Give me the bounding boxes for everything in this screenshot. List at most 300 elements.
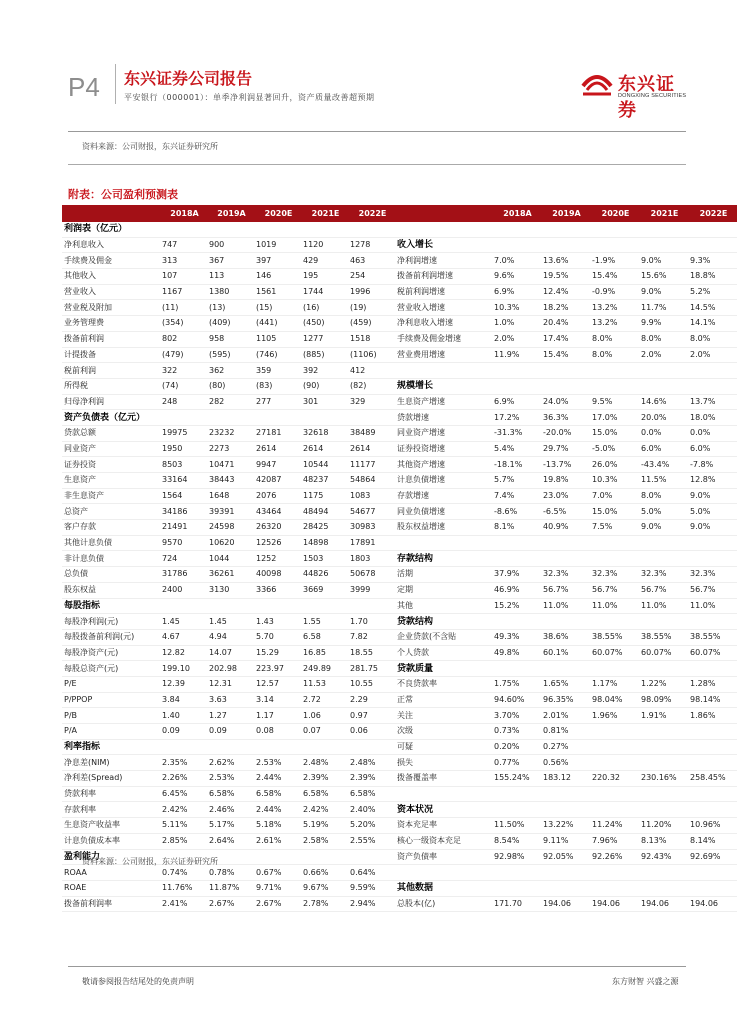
- forecast-table: [62, 205, 737, 912]
- table-cell: 1744: [301, 284, 348, 300]
- table-cell: 98.14%: [688, 692, 737, 708]
- table-cell: 2.64%: [207, 833, 254, 849]
- table-cell: -18.1%: [492, 457, 541, 473]
- table-cell: 19.5%: [541, 269, 590, 285]
- table-cell: [688, 661, 737, 677]
- table-cell: 1.65%: [541, 676, 590, 692]
- section-heading: 资产负债表（亿元）: [62, 410, 160, 426]
- table-cell: (80): [207, 378, 254, 394]
- table-cell: 1.17: [254, 708, 301, 724]
- table-cell: [348, 849, 395, 865]
- section-heading: 盈利能力: [62, 849, 160, 865]
- table-cell: 23232: [207, 425, 254, 441]
- table-cell: 2.39%: [348, 771, 395, 787]
- table-cell: 248: [160, 394, 207, 410]
- table-cell: 8.0%: [590, 347, 639, 363]
- table-cell: 36.3%: [541, 410, 590, 426]
- table-cell: 14.07: [207, 645, 254, 661]
- table-cell: 199.10: [160, 661, 207, 677]
- row-label: 拨备覆盖率: [395, 771, 492, 787]
- table-cell: 277: [254, 394, 301, 410]
- table-cell: 1083: [348, 488, 395, 504]
- table-cell: 362: [207, 363, 254, 379]
- table-cell: 6.58%: [301, 786, 348, 802]
- section-rule: [68, 164, 686, 165]
- table-cell: 281.75: [348, 661, 395, 677]
- table-cell: 5.0%: [688, 504, 737, 520]
- row-label: 非生息资产: [62, 488, 160, 504]
- table-cell: 50678: [348, 567, 395, 583]
- table-cell: 1120: [301, 237, 348, 253]
- row-label: 客户存款: [62, 520, 160, 536]
- table-cell: 4.94: [207, 629, 254, 645]
- table-cell: 249.89: [301, 661, 348, 677]
- table-cell: [639, 724, 688, 740]
- logo-text-en: DONGXING SECURITIES: [618, 93, 687, 99]
- table-cell: 32618: [301, 425, 348, 441]
- table-cell: 1380: [207, 284, 254, 300]
- table-cell: (83): [254, 378, 301, 394]
- row-label: 每股总资产(元): [62, 661, 160, 677]
- table-cell: 11.76%: [160, 880, 207, 896]
- table-cell: 2614: [254, 441, 301, 457]
- table-cell: 38.6%: [541, 629, 590, 645]
- table-cell: 8.0%: [639, 331, 688, 347]
- section-heading: 贷款质量: [395, 661, 492, 677]
- table-cell: -43.4%: [639, 457, 688, 473]
- page-number: P4: [68, 72, 100, 102]
- table-cell: 11177: [348, 457, 395, 473]
- row-label: 定期: [395, 582, 492, 598]
- table-cell: 3.63: [207, 692, 254, 708]
- row-label: 其他收入: [62, 269, 160, 285]
- column-header: 2021E: [301, 205, 348, 222]
- table-cell: 32.3%: [639, 567, 688, 583]
- table-row: [62, 645, 737, 661]
- table-cell: 18.55: [348, 645, 395, 661]
- table-cell: 958: [207, 331, 254, 347]
- row-label: 证券投资: [62, 457, 160, 473]
- table-cell: 14.1%: [688, 316, 737, 332]
- table-cell: 0.67%: [254, 865, 301, 881]
- table-cell: 18.0%: [688, 410, 737, 426]
- table-cell: [639, 755, 688, 771]
- row-label: 总股本(亿): [395, 896, 492, 912]
- section-heading: 存款结构: [395, 551, 492, 567]
- table-cell: 9.3%: [688, 253, 737, 269]
- logo-mark-icon: [580, 66, 614, 100]
- table-cell: (90): [301, 378, 348, 394]
- table-cell: 1.40: [160, 708, 207, 724]
- row-label: 归母净利润: [62, 394, 160, 410]
- row-label: 股东权益增速: [395, 520, 492, 536]
- table-cell: 2.42%: [160, 802, 207, 818]
- table-cell: 171.70: [492, 896, 541, 912]
- table-cell: 2.61%: [254, 833, 301, 849]
- table-cell: 7.82: [348, 629, 395, 645]
- table-cell: [254, 739, 301, 755]
- row-label: 拨备前利润增速: [395, 269, 492, 285]
- table-cell: 9.6%: [492, 269, 541, 285]
- table-cell: 98.09%: [639, 692, 688, 708]
- row-label: 次级: [395, 724, 492, 740]
- table-cell: 359: [254, 363, 301, 379]
- table-cell: 107: [160, 269, 207, 285]
- table-cell: 56.7%: [541, 582, 590, 598]
- table-cell: 7.0%: [590, 488, 639, 504]
- table-cell: 230.16%: [639, 771, 688, 787]
- table-cell: [492, 786, 541, 802]
- table-cell: 13.2%: [590, 316, 639, 332]
- table-cell: 1950: [160, 441, 207, 457]
- table-cell: (409): [207, 316, 254, 332]
- table-row: [62, 818, 737, 834]
- table-cell: (459): [348, 316, 395, 332]
- row-label: 净利息收入: [62, 237, 160, 253]
- table-cell: 48237: [301, 473, 348, 489]
- table-cell: (19): [348, 300, 395, 316]
- column-header: 2022E: [348, 205, 395, 222]
- table-cell: 24.0%: [541, 394, 590, 410]
- row-label: 个人贷款: [395, 645, 492, 661]
- table-cell: (479): [160, 347, 207, 363]
- table-cell: 36261: [207, 567, 254, 583]
- table-header-row: [62, 205, 737, 222]
- table-cell: 429: [301, 253, 348, 269]
- footer-slogan: 东方财智 兴盛之源: [612, 977, 679, 986]
- table-cell: -31.3%: [492, 425, 541, 441]
- table-cell: [301, 222, 348, 237]
- table-cell: 2.42%: [301, 802, 348, 818]
- table-cell: [590, 222, 639, 237]
- table-cell: [688, 363, 737, 379]
- row-label: 股东权益: [62, 582, 160, 598]
- table-cell: 6.9%: [492, 394, 541, 410]
- table-cell: 0.56%: [541, 755, 590, 771]
- table-cell: 15.2%: [492, 598, 541, 614]
- table-cell: [492, 661, 541, 677]
- table-cell: 2.48%: [348, 755, 395, 771]
- table-cell: [492, 535, 541, 551]
- table-cell: [590, 739, 639, 755]
- table-cell: [639, 535, 688, 551]
- header-divider: [115, 64, 116, 104]
- row-label: 计息负债成本率: [62, 833, 160, 849]
- table-cell: 0.74%: [160, 865, 207, 881]
- table-cell: 23.0%: [541, 488, 590, 504]
- table-cell: [348, 598, 395, 614]
- table-cell: 92.43%: [639, 849, 688, 865]
- table-cell: -8.6%: [492, 504, 541, 520]
- table-row: [62, 237, 737, 253]
- table-cell: [541, 614, 590, 630]
- section-heading: 资本状况: [395, 802, 492, 818]
- table-cell: [688, 222, 737, 237]
- table-row: [62, 473, 737, 489]
- table-cell: 5.17%: [207, 818, 254, 834]
- row-label: 其他资产增速: [395, 457, 492, 473]
- table-cell: [541, 363, 590, 379]
- table-cell: 14898: [301, 535, 348, 551]
- table-cell: 15.0%: [590, 504, 639, 520]
- table-cell: 13.2%: [590, 300, 639, 316]
- table-cell: 27181: [254, 425, 301, 441]
- table-row: [62, 284, 737, 300]
- table-row: [62, 269, 737, 285]
- table-cell: [541, 661, 590, 677]
- table-cell: 92.26%: [590, 849, 639, 865]
- table-cell: 12.57: [254, 676, 301, 692]
- row-label: 存款利率: [62, 802, 160, 818]
- table-cell: 8.1%: [492, 520, 541, 536]
- table-cell: [688, 739, 737, 755]
- table-cell: 194.06: [639, 896, 688, 912]
- table-cell: 0.66%: [301, 865, 348, 881]
- table-cell: 1252: [254, 551, 301, 567]
- table-cell: 15.4%: [541, 347, 590, 363]
- table-cell: 1278: [348, 237, 395, 253]
- table-cell: 223.97: [254, 661, 301, 677]
- row-label: 税前利润增速: [395, 284, 492, 300]
- table-cell: [492, 614, 541, 630]
- table-cell: [541, 880, 590, 896]
- table-cell: 10.3%: [590, 473, 639, 489]
- row-label: 所得税: [62, 378, 160, 394]
- header-rule: [68, 131, 686, 132]
- table-cell: 0.77%: [492, 755, 541, 771]
- table-cell: 2.53%: [207, 771, 254, 787]
- table-cell: [395, 222, 492, 237]
- company-logo: [580, 66, 690, 121]
- table-cell: 11.20%: [639, 818, 688, 834]
- table-cell: 9.0%: [639, 520, 688, 536]
- row-label: 总资产: [62, 504, 160, 520]
- table-cell: 11.7%: [639, 300, 688, 316]
- table-cell: 15.6%: [639, 269, 688, 285]
- report-subtitle: 平安银行（000001）：单季净利润显著回升，资产质量改善超预期: [124, 93, 375, 102]
- table-cell: 11.0%: [541, 598, 590, 614]
- row-label: 生息资产收益率: [62, 818, 160, 834]
- table-cell: 194.06: [541, 896, 590, 912]
- table-cell: 11.0%: [688, 598, 737, 614]
- table-cell: 1.43: [254, 614, 301, 630]
- column-header: [395, 205, 492, 222]
- table-cell: [254, 222, 301, 237]
- table-cell: (82): [348, 378, 395, 394]
- table-cell: [541, 802, 590, 818]
- table-cell: [688, 880, 737, 896]
- row-label: P/PPOP: [62, 692, 160, 708]
- table-cell: 282: [207, 394, 254, 410]
- table-cell: 0.06: [348, 724, 395, 740]
- table-cell: 2.48%: [301, 755, 348, 771]
- table-cell: [590, 880, 639, 896]
- table-cell: -1.9%: [590, 253, 639, 269]
- table-cell: [639, 802, 688, 818]
- table-cell: [348, 222, 395, 237]
- table-cell: [639, 739, 688, 755]
- table-cell: 8.54%: [492, 833, 541, 849]
- table-cell: 10.96%: [688, 818, 737, 834]
- table-cell: 15.29: [254, 645, 301, 661]
- table-cell: (746): [254, 347, 301, 363]
- table-cell: 329: [348, 394, 395, 410]
- table-row: [62, 739, 737, 755]
- table-cell: 2273: [207, 441, 254, 457]
- table-cell: [492, 363, 541, 379]
- section-heading: 利润表（亿元）: [62, 222, 160, 237]
- table-cell: 56.7%: [590, 582, 639, 598]
- table-cell: 11.50%: [492, 818, 541, 834]
- table-cell: 900: [207, 237, 254, 253]
- table-row: [62, 676, 737, 692]
- column-header: 2018A: [492, 205, 541, 222]
- table-cell: (16): [301, 300, 348, 316]
- table-cell: (1106): [348, 347, 395, 363]
- table-cell: 1.86%: [688, 708, 737, 724]
- table-cell: 19.8%: [541, 473, 590, 489]
- table-cell: 18.2%: [541, 300, 590, 316]
- table-cell: (11): [160, 300, 207, 316]
- column-header: [62, 205, 160, 222]
- table-cell: 7.96%: [590, 833, 639, 849]
- table-cell: [688, 802, 737, 818]
- table-cell: 1105: [254, 331, 301, 347]
- table-cell: 34186: [160, 504, 207, 520]
- table-cell: 113: [207, 269, 254, 285]
- table-cell: [639, 865, 688, 881]
- table-cell: [492, 551, 541, 567]
- table-cell: 2614: [301, 441, 348, 457]
- table-row: [62, 880, 737, 896]
- table-row: [62, 253, 737, 269]
- table-cell: 5.0%: [639, 504, 688, 520]
- table-cell: 8503: [160, 457, 207, 473]
- table-cell: [541, 551, 590, 567]
- table-cell: 13.7%: [688, 394, 737, 410]
- table-row: [62, 441, 737, 457]
- table-cell: 9570: [160, 535, 207, 551]
- row-label: 手续费及佣金: [62, 253, 160, 269]
- table-cell: 42087: [254, 473, 301, 489]
- table-cell: 5.2%: [688, 284, 737, 300]
- table-cell: 2.62%: [207, 755, 254, 771]
- table-cell: [590, 551, 639, 567]
- table-cell: 56.7%: [688, 582, 737, 598]
- row-label: 营业收入: [62, 284, 160, 300]
- table-cell: 8.14%: [688, 833, 737, 849]
- table-cell: 747: [160, 237, 207, 253]
- table-cell: -6.5%: [541, 504, 590, 520]
- table-cell: 2.46%: [207, 802, 254, 818]
- table-cell: [207, 739, 254, 755]
- table-cell: 2.0%: [492, 331, 541, 347]
- table-cell: [492, 880, 541, 896]
- table-cell: -7.8%: [688, 457, 737, 473]
- table-cell: 49.8%: [492, 645, 541, 661]
- row-label: [395, 535, 492, 551]
- table-cell: 10.55: [348, 676, 395, 692]
- table-cell: 146: [254, 269, 301, 285]
- table-cell: 11.9%: [492, 347, 541, 363]
- row-label: 不良贷款率: [395, 676, 492, 692]
- table-cell: [160, 222, 207, 237]
- table-cell: 5.70: [254, 629, 301, 645]
- table-cell: 39391: [207, 504, 254, 520]
- table-row: [62, 708, 737, 724]
- table-cell: [541, 865, 590, 881]
- table-cell: 0.73%: [492, 724, 541, 740]
- table-cell: 220.32: [590, 771, 639, 787]
- table-cell: 1.27: [207, 708, 254, 724]
- table-cell: 11.24%: [590, 818, 639, 834]
- table-cell: 38.55%: [590, 629, 639, 645]
- table-cell: [541, 535, 590, 551]
- table-cell: 1.0%: [492, 316, 541, 332]
- table-cell: 0.09: [207, 724, 254, 740]
- table-cell: 7.0%: [492, 253, 541, 269]
- table-cell: 1561: [254, 284, 301, 300]
- table-row: [62, 535, 737, 551]
- table-cell: 0.78%: [207, 865, 254, 881]
- table-cell: 1.91%: [639, 708, 688, 724]
- table-cell: [590, 614, 639, 630]
- table-cell: 56.7%: [639, 582, 688, 598]
- table-row: [62, 363, 737, 379]
- table-cell: 0.97: [348, 708, 395, 724]
- table-cell: 3366: [254, 582, 301, 598]
- table-cell: 397: [254, 253, 301, 269]
- table-cell: 2.40%: [348, 802, 395, 818]
- table-cell: 2.41%: [160, 896, 207, 912]
- table-cell: [207, 410, 254, 426]
- table-cell: [348, 739, 395, 755]
- table-cell: [688, 378, 737, 394]
- row-label: 总负债: [62, 567, 160, 583]
- table-row: [62, 347, 737, 363]
- table-cell: 194.06: [688, 896, 737, 912]
- table-cell: 1518: [348, 331, 395, 347]
- row-label: 营业费用增速: [395, 347, 492, 363]
- table-cell: 6.58%: [207, 786, 254, 802]
- row-label: 其他: [395, 598, 492, 614]
- table-cell: 37.9%: [492, 567, 541, 583]
- table-cell: [254, 598, 301, 614]
- table-cell: 60.07%: [590, 645, 639, 661]
- row-label: P/E: [62, 676, 160, 692]
- table-cell: [541, 237, 590, 253]
- table-cell: 392: [301, 363, 348, 379]
- row-label: [395, 363, 492, 379]
- annex-title: 附表：公司盈利预测表: [68, 188, 178, 201]
- table-cell: 2.0%: [688, 347, 737, 363]
- row-label: ROAE: [62, 880, 160, 896]
- table-row: [62, 551, 737, 567]
- table-cell: 7.5%: [590, 520, 639, 536]
- table-cell: (354): [160, 316, 207, 332]
- table-row: [62, 614, 737, 630]
- table-row: [62, 567, 737, 583]
- table-cell: 9.67%: [301, 880, 348, 896]
- table-cell: [590, 724, 639, 740]
- table-cell: 13.6%: [541, 253, 590, 269]
- row-label: 非计息负债: [62, 551, 160, 567]
- row-label: 计提拨备: [62, 347, 160, 363]
- table-cell: 15.0%: [590, 425, 639, 441]
- row-label: 拨备前利润率: [62, 896, 160, 912]
- row-label: [395, 786, 492, 802]
- table-cell: 30983: [348, 520, 395, 536]
